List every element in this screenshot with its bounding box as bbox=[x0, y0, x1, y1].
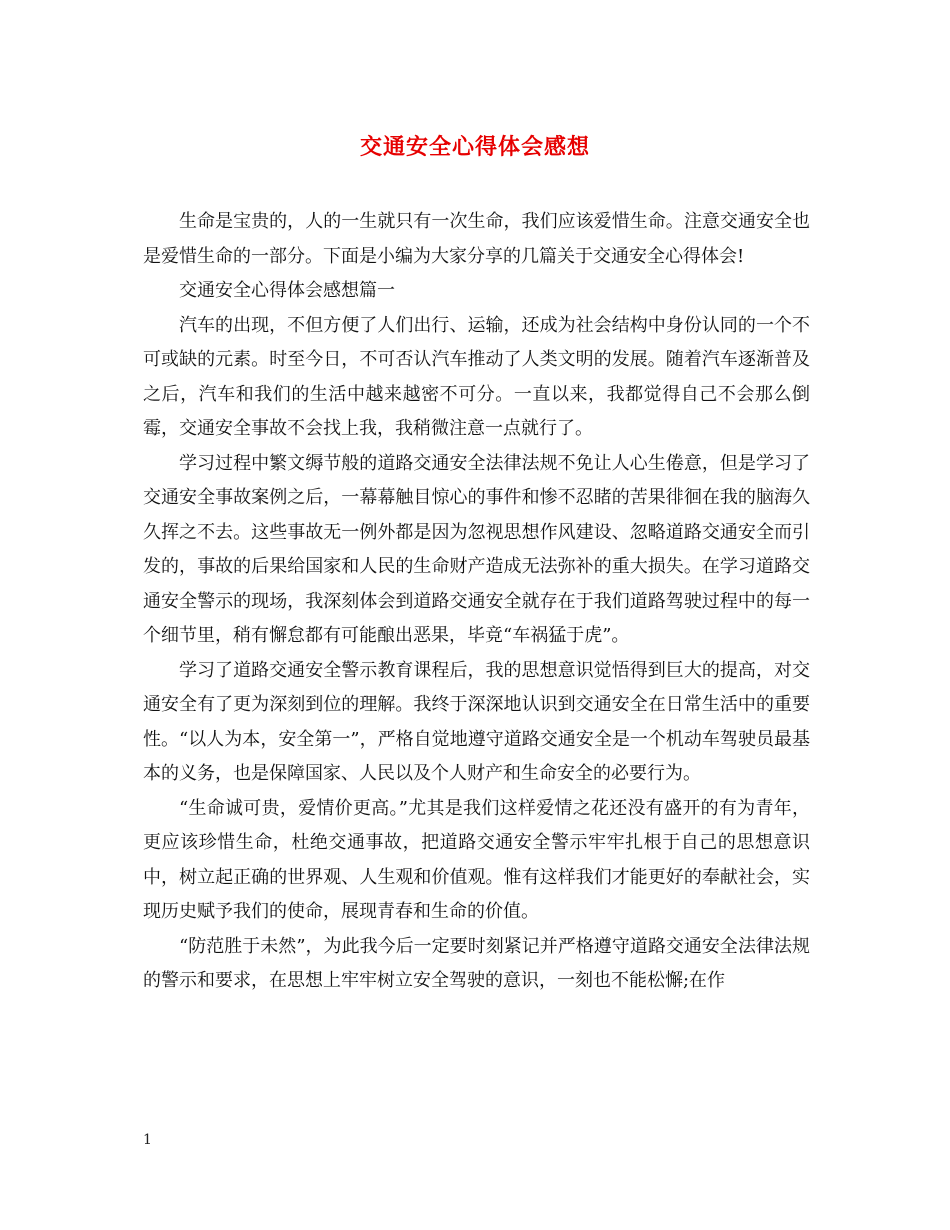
page-number: 1 bbox=[143, 1132, 152, 1148]
paragraph: 汽车的出现，不但方便了人们出行、运输，还成为社会结构中身份认同的一个不可或缺的元素。时至今日，不可否认汽车推动了人类文明的发展。随着汽车逐渐普及之后，汽车和我们的生活中越来越密不可分。一直以来，我都觉得自己不会那么倒霉，交通安全事故不会找上我，我稍微注意一点就行了。 bbox=[143, 314, 810, 439]
paragraph: 学习过程中繁文缛节般的道路交通安全法律法规不免让人心生倦意，但是学习了交通安全事故案例之后，一幕幕触目惊心的事件和惨不忍睹的苦果徘徊在我的脑海久久挥之不去。这些事故无一例外都是因为忽视思想作风建设、忽略道路交通安全而引发的，事故的后果给国家和人民的生命财产造成无法弥补的重大损失。在学习道路交通安全警示的现场，我深刻体会到道路交通安全就存在于我们道路驾驶过程中的每一个细节里，稍有懈怠都有可能酿出恶果，毕竟“车祸猛于虎”。 bbox=[143, 452, 810, 646]
section-heading: 交通安全心得体会感想篇一 bbox=[179, 280, 395, 301]
paragraph: “生命诚可贵，爱情价更高。”尤其是我们这样爱情之花还没有盛开的有为青年，更应该珍惜生命，杜绝交通事故，把道路交通安全警示牢牢扎根于自己的思想意识中，树立起正确的世界观、人生观和价值观。惟有这样我们才能更好的奉献社会，实现历史赋予我们的使命，展现青春和生命的价值。 bbox=[143, 797, 810, 922]
document-title: 交通安全心得体会感想 bbox=[359, 134, 590, 160]
paragraph-intro: 生命是宝贵的，人的一生就只有一次生命，我们应该爱惜生命。注意交通安全也是爱惜生命的一部分。下面是小编为大家分享的几篇关于交通安全心得体会! bbox=[143, 211, 810, 267]
paragraph: 学习了道路交通安全警示教育课程后，我的思想意识觉悟得到巨大的提高，对交通安全有了更为深刻到位的理解。我终于深深地认识到交通安全在日常生活中的重要性。“以人为本，安全第一”，严格自觉地遵守道路交通安全是一个机动车驾驶员最基本的义务，也是保障国家、人民以及个人财产和生命安全的必要行为。 bbox=[143, 659, 810, 784]
document-body bbox=[143, 205, 810, 999]
paragraph: “防范胜于未然”，为此我今后一定要时刻紧记并严格遵守道路交通安全法律法规的警示和要求，在思想上牢牢树立安全驾驶的意识，一刻也不能松懈;在作 bbox=[143, 935, 810, 991]
